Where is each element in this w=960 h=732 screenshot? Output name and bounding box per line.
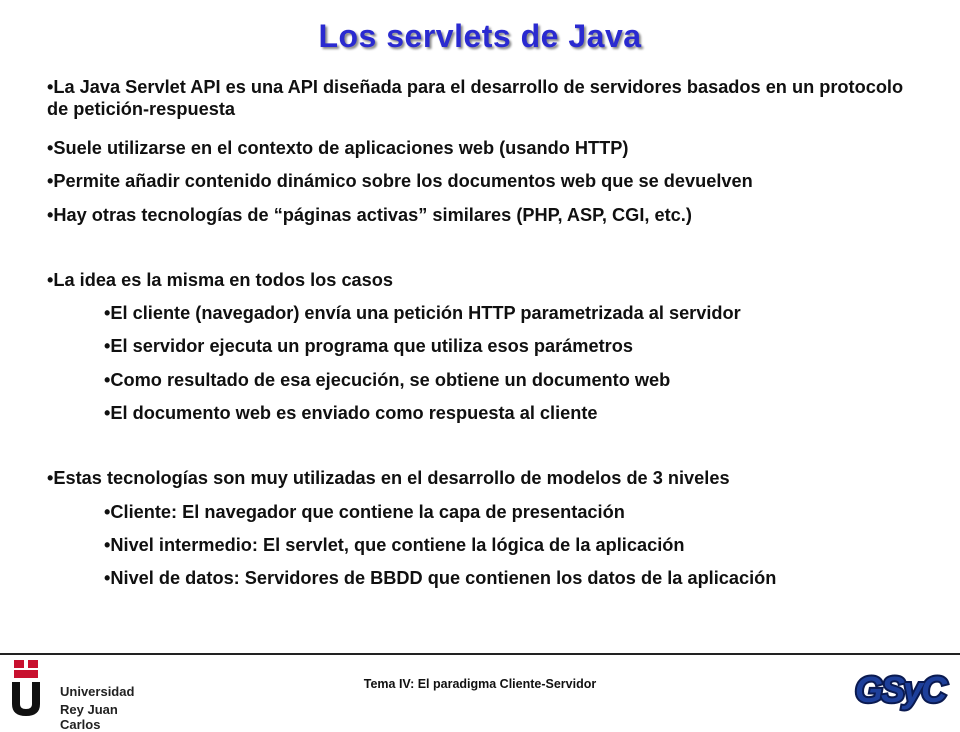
sub-bullet-item: [104, 302, 741, 324]
sub-bullet-item: [104, 534, 684, 556]
bullet-marker: •: [47, 171, 54, 191]
bullet-marker: •: [104, 502, 111, 522]
bullet-text: La Java Servlet API es una API diseñada para el desarrollo de servidores basados en un protocolo de petición-respuesta: [47, 77, 904, 119]
bullet-text: Suele utilizarse en el contexto de aplicaciones web (usando HTTP): [53, 138, 629, 158]
bullet-marker: •: [47, 270, 54, 290]
bullet-text: Cliente: El navegador que contiene la capa de presentación: [110, 502, 625, 522]
bullet-text: Estas tecnologías son muy utilizadas en el desarrollo de modelos de 3 niveles: [53, 468, 730, 488]
bullet-item: [47, 467, 730, 489]
bullet-marker: •: [104, 535, 111, 555]
bullet-marker: •: [104, 303, 111, 323]
bullet-marker: •: [47, 138, 54, 158]
bullet-text: El servidor ejecuta un programa que utiliza esos parámetros: [110, 336, 633, 356]
sub-bullet-item: [104, 501, 625, 523]
sub-bullet-item: [104, 402, 598, 424]
university-name-line1: Universidad: [60, 684, 135, 699]
bullet-marker: •: [104, 370, 111, 390]
bullet-text: La idea es la misma en todos los casos: [53, 270, 394, 290]
bullet-marker: •: [47, 468, 54, 488]
bullet-marker: •: [104, 336, 111, 356]
bullet-marker: •: [47, 77, 54, 97]
bullet-item: [47, 204, 692, 226]
bullet-item: [47, 76, 907, 120]
sub-bullet-item: [104, 369, 670, 391]
bullet-text: Como resultado de esa ejecución, se obtiene un documento web: [110, 370, 671, 390]
bullet-text: Hay otras tecnologías de “páginas activas” similares (PHP, ASP, CGI, etc.): [53, 205, 692, 225]
bullet-text: Permite añadir contenido dinámico sobre los documentos web que se devuelven: [53, 171, 753, 191]
svg-text:GSyC: GSyC: [854, 669, 946, 710]
bullet-item: [47, 137, 628, 159]
bullet-text: Nivel intermedio: El servlet, que contiene la lógica de la aplicación: [110, 535, 685, 555]
sub-bullet-item: [104, 335, 633, 357]
bullet-text: El documento web es enviado como respuesta al cliente: [110, 403, 598, 423]
bullet-text: El cliente (navegador) envía una petición HTTP parametrizada al servidor: [110, 303, 741, 323]
slide-title: Los servlets de Java: [318, 18, 642, 54]
bullet-item: [47, 170, 753, 192]
university-name-line2: Rey Juan Carlos: [60, 702, 118, 732]
bullet-marker: •: [104, 403, 111, 423]
bullet-marker: •: [104, 568, 111, 588]
footer-divider: [0, 653, 960, 655]
footer-topic: Tema IV: El paradigma Cliente-Servidor: [363, 677, 597, 691]
bullet-text: Nivel de datos: Servidores de BBDD que contienen los datos de la aplicación: [110, 568, 777, 588]
gsyc-logo: [848, 664, 952, 714]
bullet-marker: •: [47, 205, 54, 225]
sub-bullet-item: [104, 567, 776, 589]
bullet-item: [47, 269, 393, 291]
